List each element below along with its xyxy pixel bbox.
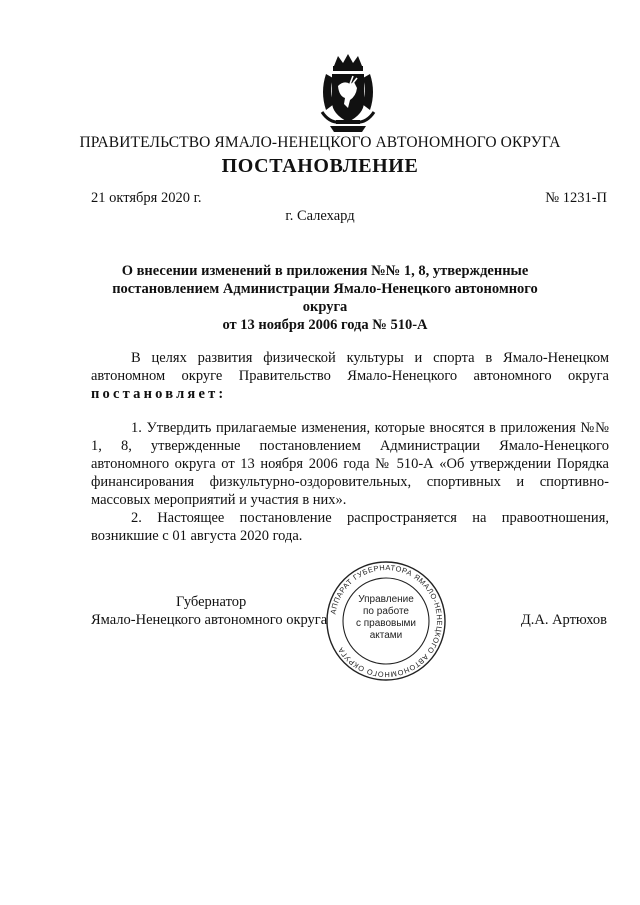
coat-of-arms-emblem (316, 52, 380, 136)
signatory-position-line-2: Ямало-Ненецкого автономного округа (91, 612, 328, 628)
document-number: № 1231-П (545, 190, 607, 206)
decree-item-2: 2. Настоящее постановление распространяется на правоотношения, возникшие с 01 августа 2020 года. (91, 510, 609, 544)
subject-line-3: от 13 ноября 2006 года № 510-А (222, 317, 428, 333)
document-date: 21 октября 2020 г. (91, 190, 202, 206)
decree-items (91, 419, 609, 545)
subject-line-1: О внесении изменений в приложения №№ 1, 8, утвержденные (121, 263, 529, 279)
stamp-line-2: по работе (363, 606, 409, 617)
decree-word: постановляет: (91, 386, 227, 402)
stamp-ring-text: АППАРАТ ГУБЕРНАТОРА ЯМАЛО-НЕНЕЦКОГО АВТОНОМНОГО ОКРУГА (328, 562, 445, 680)
subject-line-2: постановлением Администрации Ямало-Ненецкого автономного округа (112, 281, 538, 315)
stamp-inner-text (343, 594, 429, 642)
signatory-name: Д.А. Артюхов (520, 612, 607, 628)
stamp-line-1: Управление (358, 594, 414, 605)
government-name: ПРАВИТЕЛЬСТВО ЯМАЛО-НЕНЕЦКОГО АВТОНОМНОГО ОКРУГА (79, 134, 561, 151)
signatory-position-line-1: Губернатор (176, 594, 247, 610)
preamble-text: В целях развития физической культуры и спорта в Ямало-Ненецком автономном округе Правительство Ямало-Ненецкого автономного округа (91, 350, 609, 384)
decree-item-1: 1. Утвердить прилагаемые изменения, которые вносятся в приложения №№ 1, 8, утвержденные постановлением Администрации Ямало-Ненецкого автономного округа от 13 ноября 2006 года № 510-А «Об утверждении Порядка финансирования физкультурно-оздоровительных, спортивных и спортивно-массовых мероприятий и участия в них». (91, 420, 609, 508)
document-subject (90, 262, 560, 334)
document-city: г. Салехард (285, 208, 355, 224)
stamp-line-3: с правовыми (355, 618, 417, 629)
stamp-line-4: актами (369, 630, 403, 641)
preamble-paragraph (91, 349, 609, 403)
document-type-title: ПОСТАНОВЛЕНИЕ (221, 155, 419, 177)
